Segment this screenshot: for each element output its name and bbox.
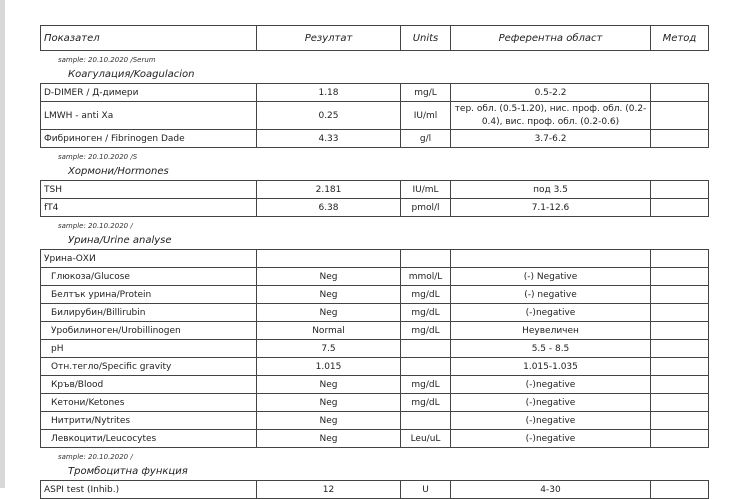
table-row (41, 250, 709, 268)
units: pmol/l (401, 199, 451, 217)
test-name: Урина-ОХИ (41, 250, 257, 268)
method (651, 84, 709, 102)
reference-range: (-)negative (451, 304, 651, 322)
result-value: 6.38 (257, 199, 401, 217)
test-name: Белтък урина/Protein (41, 286, 257, 304)
method (651, 250, 709, 268)
method (651, 286, 709, 304)
units: U (401, 481, 451, 499)
test-name: Уробилиноген/Urobillinogen (41, 322, 257, 340)
reference-range: Неувеличен (451, 322, 651, 340)
units (401, 340, 451, 358)
reference-range: 5.5 - 8.5 (451, 340, 651, 358)
table-row (41, 430, 709, 448)
test-name: Кръв/Blood (41, 376, 257, 394)
header-row (41, 26, 709, 51)
units: mg/dL (401, 286, 451, 304)
test-name: Левкоцити/Leucocytes (41, 430, 257, 448)
header-result: Резултат (257, 26, 401, 51)
results-table (40, 480, 709, 499)
table-row (41, 181, 709, 199)
reference-range: (-) negative (451, 286, 651, 304)
result-value: Neg (257, 394, 401, 412)
result-value: Neg (257, 268, 401, 286)
table-row (41, 268, 709, 286)
table-row (41, 286, 709, 304)
reference-range: тер. обл. (0.5-1.20), нис. проф. обл. (0.2-0.4), вис. проф. обл. (0.2-0.6) (451, 102, 651, 130)
test-name: Кетони/Ketones (41, 394, 257, 412)
section-title: Тромбоцитна функция (68, 466, 188, 477)
header-reference: Референтна област (451, 26, 651, 51)
test-name: Фибриноген / Fibrinogen Dade (41, 130, 257, 148)
method (651, 304, 709, 322)
method (651, 181, 709, 199)
result-value: Neg (257, 412, 401, 430)
units: Leu/uL (401, 430, 451, 448)
method (651, 394, 709, 412)
test-name: Глюкоза/Glucose (41, 268, 257, 286)
result-value: 7.5 (257, 340, 401, 358)
units (401, 250, 451, 268)
page-edge (0, 0, 5, 488)
test-name: pH (41, 340, 257, 358)
method (651, 102, 709, 130)
lab-results-document (40, 25, 708, 499)
table-row (41, 481, 709, 499)
sample-info: sample: 20.10.2020 / (58, 453, 133, 461)
method (651, 376, 709, 394)
method (651, 430, 709, 448)
test-name: TSH (41, 181, 257, 199)
result-value: Neg (257, 430, 401, 448)
table-row (41, 376, 709, 394)
table-row (41, 130, 709, 148)
reference-range: 4-30 (451, 481, 651, 499)
table-row (41, 199, 709, 217)
results-table (40, 249, 709, 448)
reference-range (451, 250, 651, 268)
result-value: 1.18 (257, 84, 401, 102)
method (651, 130, 709, 148)
table-row (41, 340, 709, 358)
table-row (41, 304, 709, 322)
result-value: 12 (257, 481, 401, 499)
result-value: 0.25 (257, 102, 401, 130)
method (651, 199, 709, 217)
units: mmol/L (401, 268, 451, 286)
reference-range: под 3.5 (451, 181, 651, 199)
table-row (41, 412, 709, 430)
header-indicator: Показател (41, 26, 257, 51)
result-value (257, 250, 401, 268)
reference-range: (-)negative (451, 376, 651, 394)
test-name: ASPI test (Inhib.) (41, 481, 257, 499)
results-table (40, 83, 709, 148)
units (401, 358, 451, 376)
result-groups (40, 53, 708, 499)
reference-range: 3.7-6.2 (451, 130, 651, 148)
test-name: Билирубин/Billirubin (41, 304, 257, 322)
result-value: 1.015 (257, 358, 401, 376)
table-row (41, 102, 709, 130)
header-units: Units (401, 26, 451, 51)
test-name: LMWH - anti Xa (41, 102, 257, 130)
table-row (41, 358, 709, 376)
reference-range: 1.015-1.035 (451, 358, 651, 376)
section-title: Коагулация/Koagulacion (68, 69, 195, 80)
result-value: Neg (257, 304, 401, 322)
sample-info: sample: 20.10.2020 /S (58, 153, 138, 161)
results-header-table (40, 25, 709, 51)
units (401, 412, 451, 430)
table-row (41, 394, 709, 412)
header-method: Метод (651, 26, 709, 51)
section-title: Урина/Urine analyse (68, 235, 172, 246)
units: g/l (401, 130, 451, 148)
table-row (41, 84, 709, 102)
units: IU/mL (401, 181, 451, 199)
units: mg/L (401, 84, 451, 102)
method (651, 322, 709, 340)
method (651, 340, 709, 358)
method (651, 268, 709, 286)
result-value: Neg (257, 286, 401, 304)
reference-range: (-) Negative (451, 268, 651, 286)
method (651, 412, 709, 430)
reference-range: 7.1-12.6 (451, 199, 651, 217)
units: mg/dL (401, 304, 451, 322)
reference-range: (-)negative (451, 394, 651, 412)
reference-range: (-)negative (451, 430, 651, 448)
result-value: 4.33 (257, 130, 401, 148)
method (651, 481, 709, 499)
units: mg/dL (401, 394, 451, 412)
reference-range: 0.5-2.2 (451, 84, 651, 102)
result-value: Neg (257, 376, 401, 394)
test-name: D-DIMER / Д-димери (41, 84, 257, 102)
result-value: 2.181 (257, 181, 401, 199)
units: mg/dL (401, 376, 451, 394)
results-table (40, 180, 709, 217)
test-name: Отн.тегло/Specific gravity (41, 358, 257, 376)
sample-info: sample: 20.10.2020 / (58, 222, 133, 230)
units: mg/dL (401, 322, 451, 340)
units: IU/ml (401, 102, 451, 130)
reference-range: (-)negative (451, 412, 651, 430)
method (651, 358, 709, 376)
result-value: Normal (257, 322, 401, 340)
section-title: Хормони/Hormones (68, 166, 169, 177)
table-row (41, 322, 709, 340)
test-name: Нитрити/Nytrites (41, 412, 257, 430)
sample-info: sample: 20.10.2020 /Serum (58, 56, 156, 64)
test-name: fT4 (41, 199, 257, 217)
